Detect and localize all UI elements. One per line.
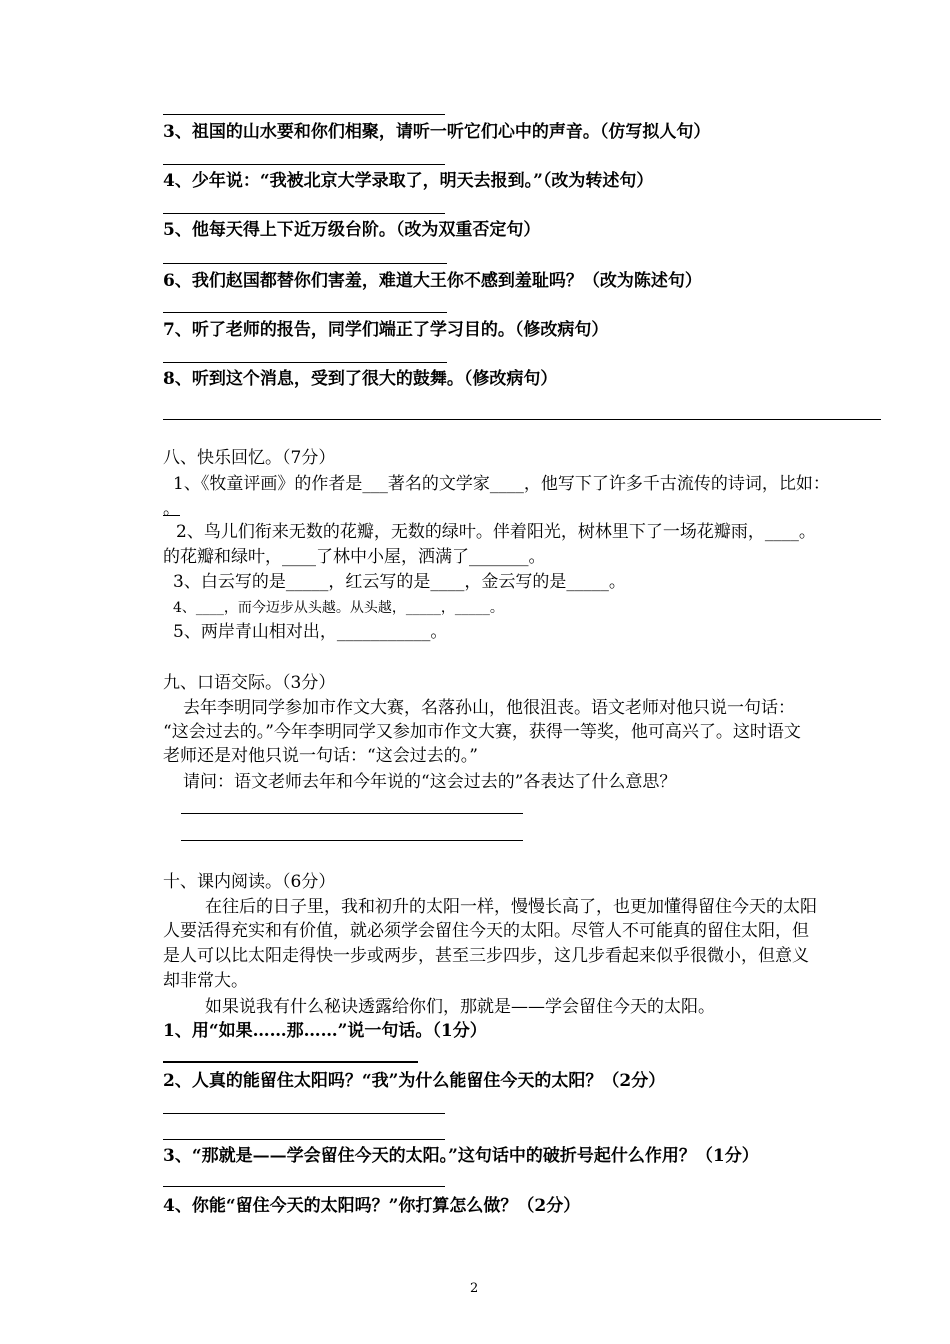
question-8-1: 1、《牧童评画》的作者是___著名的文学家____，他写下了许多千古流传的诗词，比如： <box>173 474 830 494</box>
question-10-2: 2、人真的能留住太阳吗？“我”为什么能留住今天的太阳？（2分） <box>163 1071 666 1091</box>
section-10-passage-line-5: 如果说我有什么秘诀透露给你们，那就是——学会留住今天的太阳。 <box>205 997 715 1017</box>
question-7-6: 6、我们赵国都替你们害羞，难道大王你不感到羞耻吗？（改为陈述句） <box>163 271 702 291</box>
question-7-7: 7、听了老师的报告，同学们端正了学习目的。（修改病句） <box>163 320 609 340</box>
question-8-5: 5、两岸青山相对出，___________。 <box>173 622 448 642</box>
question-7-3: 3、祖国的山水要和你们相聚，请听一听它们心中的声音。（仿写拟人句） <box>163 122 711 142</box>
answer-line <box>163 164 445 165</box>
section-9-passage-line-1: 去年李明同学参加市作文大赛，名落孙山，他很沮丧。语文老师对他只说一句话： <box>183 698 795 718</box>
question-7-5: 5、他每天得上下近万级台阶。（改为双重否定句） <box>163 220 541 240</box>
section-9-passage-line-3: 老师还是对他只说一句话：“这会过去的。” <box>163 746 478 766</box>
question-7-4: 4、少年说：“我被北京大学录取了，明天去报到。”（改为转述句） <box>163 171 654 191</box>
answer-line <box>163 114 445 115</box>
section-9-title: 九、口语交际。（3分） <box>163 673 336 693</box>
page-number: 2 <box>470 1281 479 1296</box>
answer-line <box>163 362 447 363</box>
section-10-title: 十、课内阅读。（6分） <box>163 872 336 892</box>
answer-line <box>163 263 447 264</box>
section-9-question: 请问：语文老师去年和今年说的“这会过去的”各表达了什么意思？ <box>183 772 677 792</box>
section-9-passage-line-2: “这会过去的。”今年李明同学又参加市作文大赛，获得一等奖，他可高兴了。这时语文 <box>163 722 801 742</box>
answer-line <box>163 1061 418 1063</box>
question-10-4: 4、你能“留住今天的太阳吗？”你打算怎么做？（2分） <box>163 1196 581 1216</box>
section-10-passage-line-3: 是人可以比太阳走得快一步或两步，甚至三步四步，这几步看起来似乎很微小，但意义 <box>163 946 809 966</box>
section-10-passage-line-4: 却非常大。 <box>163 971 248 991</box>
answer-line <box>181 813 523 814</box>
answer-line <box>163 419 881 420</box>
question-8-2: 2、鸟儿们衔来无数的花瓣，无数的绿叶。伴着阳光，树林里下了一场花瓣雨，____。 <box>176 522 816 542</box>
answer-line <box>163 213 445 214</box>
section-8-title: 八、快乐回忆。（7分） <box>163 448 336 468</box>
question-10-1: 1、用“如果……那……”说一句话。（1分） <box>163 1021 487 1041</box>
answer-line <box>163 312 447 313</box>
section-10-passage-line-1: 在往后的日子里，我和初升的太阳一样，慢慢长高了，也更加懂得留住今天的太阳 <box>205 897 817 917</box>
question-8-3: 3、白云写的是_____，红云写的是____，金云写的是_____。 <box>173 572 626 592</box>
question-10-3: 3、“那就是——学会留住今天的太阳。”这句话中的破折号起什么作用？（1分） <box>163 1146 759 1166</box>
question-8-1-end: 。 <box>163 499 180 519</box>
section-10-passage-line-2: 人要活得充实和有价值，就必须学会留住今天的太阳。尽管人不可能真的留住太阳，但 <box>163 921 809 941</box>
question-8-4: 4、____，而今迈步从头越。从头越，_____，_____。 <box>173 600 504 616</box>
answer-line <box>163 1186 445 1187</box>
answer-line <box>163 1139 445 1140</box>
answer-line <box>163 1113 445 1114</box>
answer-line <box>181 840 523 841</box>
question-7-8: 8、听到这个消息，受到了很大的鼓舞。（修改病句） <box>163 369 558 389</box>
question-8-2-cont: 的花瓣和绿叶，____了林中小屋，洒满了_______。 <box>163 547 546 567</box>
